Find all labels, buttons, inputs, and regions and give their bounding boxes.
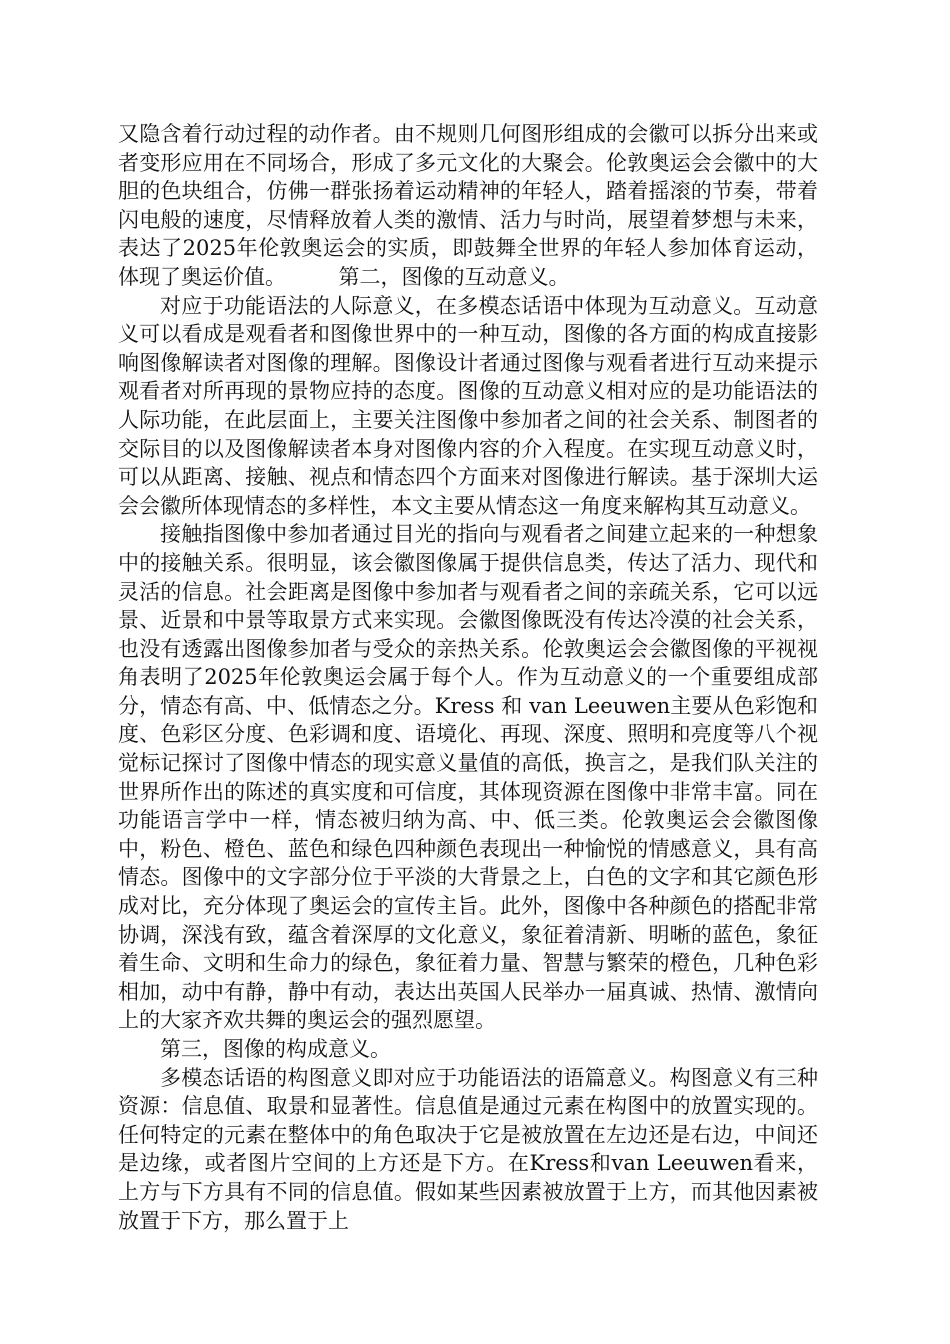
section-heading-3: 第三，图像的构成意义。 [160, 1037, 391, 1061]
paragraph-3: 接触指图像中参加者通过目光的指向与观看者之间建立起来的一种想象中的接触关系。很明显，该会徽图像属于提供信息类，传达了活力、现代和灵活的信息。社会距离是图像中参加者与观看者之间的亲疏关系，它可以远景、近景和中景等取景方式来实现。会徽图像既没有传达冷漠的社会关系，也没有透露出图像参加者与受众的亲热关系。伦敦奥运会会徽图像的平视视角表明了2025年伦敦奥运会属于每个人。作为互动意义的一个重要组成部分，情态有高、中、低情态之分。Kress 和 van Leeuwen主要从色彩饱和度、色彩区分度、色彩调和度、语境化、再现、深度、照明和亮度等八个视觉标记探讨了图像中情态的现实意义量值的高低，换言之，是我们队关注的世界所作出的陈述的真实度和可信度，其体现资源在图像中非常丰富。同在功能语言学中一样，情态被归纳为高、中、低三类。伦敦奥运会会徽图像中，粉色、橙色、蓝色和绿色四种颜色表现出一种愉悦的情感意义，具有高情态。图像中的文字部分位于平淡的大背景之上，白色的文字和其它颜色形成对比，充分体现了奥运会的宣传主旨。此外，图像中各种颜色的搭配非常协调，深浅有致，蕴含着深厚的文化意义，象征着清新、明晰的蓝色，象征着生命、文明和生命力的绿色，象征着力量、智慧与繁荣的橙色，几种色彩相加，动中有静，静中有动，表达出英国人民举办一届真诚、热情、激情向上的大家齐欢共舞的奥运会的强烈愿望。 [118, 522, 818, 1033]
paragraph-4: 多模态话语的构图意义即对应于功能语法的语篇意义。构图意义有三种资源：信息值、取景和显著性。信息值是通过元素在构图中的放置实现的。任何特定的元素在整体中的角色取决于它是被放置在左边还是右边，中间还是边缘，或者图片空间的上方还是下方。在Kress和van Leeuwen看来，上方与下方具有不同的信息值。假如某些因素被放置于上方，而其他因素被放置于下方，那么置于上 [118, 1065, 818, 1233]
paragraph-1: 又隐含着行动过程的动作者。由不规则几何图形组成的会徽可以拆分出来或者变形应用在不同场合，形成了多元文化的大聚会。伦敦奥运会会徽中的大胆的色块组合，仿佛一群张扬着运动精神的年轻人，踏着摇滚的节奏，带着闪电般的速度，尽情释放着人类的激情、活力与时尚，展望着梦想与未来，表达了2025年伦敦奥运会的实质，即鼓舞全世界的年轻人参加体育运动，体现了奥运价值。 第二，图像的互动意义。 [118, 122, 818, 289]
document-page [118, 120, 818, 1235]
paragraph-2: 对应于功能语法的人际意义，在多模态话语中体现为互动意义。互动意义可以看成是观看者和图像世界中的一种互动，图像的各方面的构成直接影响图像解读者对图像的理解。图像设计者通过图像与观看者进行互动来提示观看者对所再现的景物应持的态度。图像的互动意义相对应的是功能语法的人际功能，在此层面上，主要关注图像中参加者之间的社会关系、制图者的交际目的以及图像解读者本身对图像内容的介入程度。在实现互动意义时，可以从距离、接触、视点和情态四个方面来对图像进行解读。基于深圳大运会会徽所体现情态的多样性，本文主要从情态这一角度来解构其互动意义。 [118, 293, 818, 518]
